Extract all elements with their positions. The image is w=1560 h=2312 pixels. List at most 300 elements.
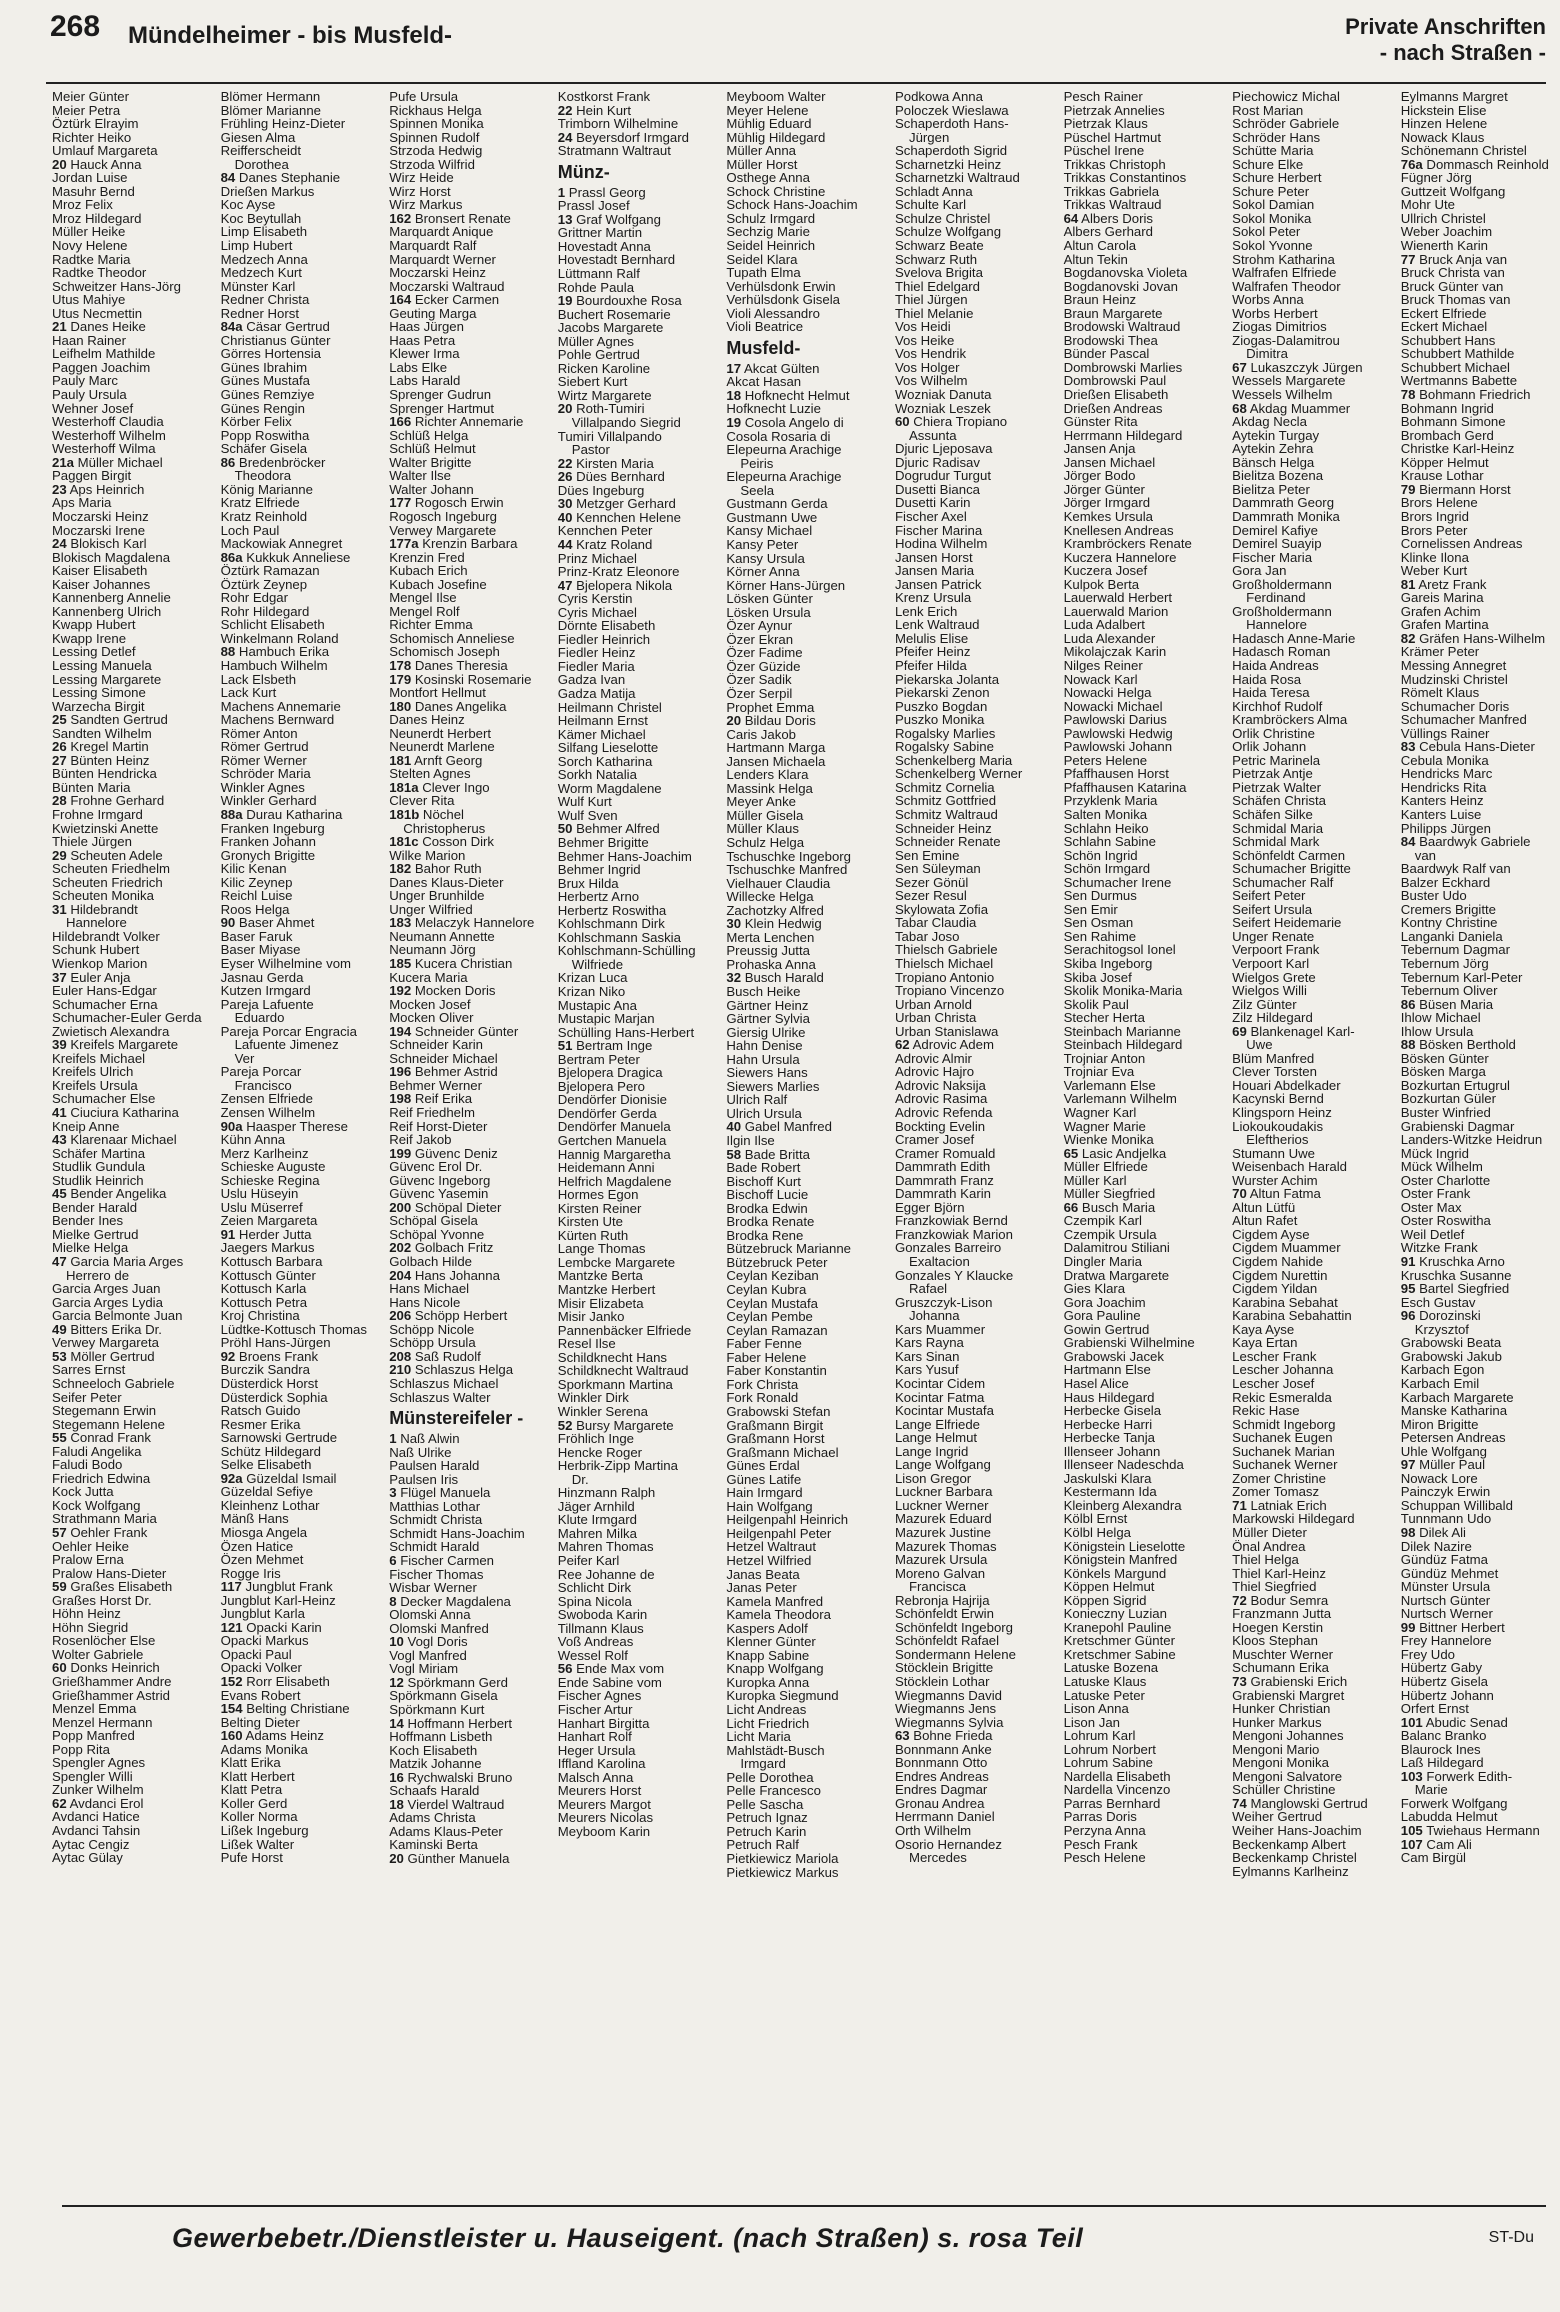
resident-entry: 194 Schneider Günter — [389, 1023, 519, 1039]
resident-entry: Winkler Serena — [557, 1403, 648, 1419]
resident-entry: Mengoni Salvatore — [1232, 1768, 1343, 1784]
resident-entry: Özen Hatice — [220, 1538, 294, 1554]
resident-entry: Özer Ekran — [726, 631, 794, 647]
resident-entry: Blaurock Ines — [1400, 1741, 1481, 1757]
resident-entry: Reichl Luise — [220, 888, 293, 904]
resident-entry: Pareja Porcar Engracia — [220, 1023, 357, 1039]
resident-entry: 19 Cosola Angelo di — [726, 415, 844, 431]
resident-entry: Lißek Ingeburg — [220, 1823, 309, 1838]
resident-entry: Cebula Monika — [1400, 752, 1489, 768]
entry-continuation: Jürgen — [908, 129, 950, 145]
resident-entry: 72 Bodur Semra — [1232, 1592, 1329, 1608]
resident-entry: Cramer Romuald — [894, 1145, 996, 1161]
house-number: 90a — [220, 1118, 243, 1134]
resident-entry: Clever Rita — [389, 793, 455, 809]
resident-entry: Uhle Wolfgang — [1400, 1443, 1488, 1459]
resident-entry: Worbs Herbert — [1232, 305, 1318, 321]
house-number: 6 — [389, 1552, 397, 1568]
resident-entry: Bünten Hendricka — [52, 766, 157, 782]
resident-entry: Müller Agnes — [557, 333, 635, 349]
resident-entry: Strzoda Wilfrid — [389, 156, 475, 172]
house-number: 182 — [389, 861, 412, 877]
house-number: 67 — [1232, 359, 1247, 375]
resident-entry: Rost Marian — [1232, 102, 1304, 118]
resident-entry: Christianus Günter — [220, 332, 331, 348]
resident-entry: Düsterdick Horst — [220, 1375, 319, 1391]
resident-entry: 3 Flügel Manuela — [389, 1485, 491, 1501]
resident-entry: Pawlowski Hedwig — [1063, 725, 1173, 741]
resident-entry: Schlaszus Walter — [389, 1389, 491, 1405]
resident-entry: Kocintar Fatma — [894, 1389, 985, 1405]
entry-continuation: Assunta — [908, 427, 957, 443]
resident-entry: Zwietisch Alexandra — [52, 1023, 170, 1039]
resident-entry: Grabowski Stefan — [726, 1403, 831, 1419]
resident-entry: Kocintar Mustafa — [894, 1403, 994, 1419]
resident-entry: Osthege Anna — [726, 170, 810, 186]
resident-entry: Reif Friedhelm — [389, 1105, 475, 1121]
resident-entry: Kuropka Anna — [726, 1674, 810, 1690]
resident-entry: Hetzel Wilfried — [726, 1552, 812, 1568]
resident-entry: Krizan Luca — [557, 970, 628, 986]
resident-entry: Lohrum Karl — [1063, 1728, 1136, 1744]
resident-entry: Dingler Maria — [1063, 1254, 1142, 1270]
resident-entry: Tupath Elma — [726, 265, 801, 281]
resident-entry: Radtke Theodor — [52, 265, 147, 281]
resident-entry: 25 Sandten Gertrud — [52, 712, 168, 728]
resident-entry: Wirz Heide — [389, 170, 454, 186]
resident-entry: Kilic Zeynep — [220, 874, 293, 890]
entry-continuation: van — [1414, 847, 1437, 863]
resident-entry: Grabowski Jacek — [1063, 1348, 1164, 1364]
resident-entry: Großholdermann — [1232, 603, 1332, 619]
resident-entry: Lescher Frank — [1232, 1348, 1317, 1364]
resident-entry: Cam Birgül — [1400, 1850, 1466, 1866]
resident-entry: 192 Mocken Doris — [389, 983, 496, 999]
resident-entry: Schumacher Else — [52, 1091, 156, 1107]
resident-entry: Utus Mahiye — [52, 292, 126, 308]
house-number: 198 — [389, 1091, 412, 1107]
resident-entry: Endres Dagmar — [894, 1782, 988, 1798]
resident-entry: Pufe Horst — [220, 1850, 283, 1866]
resident-entry: Mück Ingrid — [1400, 1145, 1469, 1161]
resident-entry: Paggen Birgit — [52, 468, 132, 484]
house-number: 208 — [389, 1348, 412, 1364]
resident-entry: Swoboda Karin — [557, 1607, 648, 1623]
resident-entry: Silfang Lieselotte — [557, 740, 659, 756]
resident-entry: Verpoort Karl — [1232, 956, 1310, 971]
resident-entry: Reif Jakob — [389, 1132, 452, 1148]
resident-entry: Gareis Marina — [1400, 590, 1484, 606]
resident-entry: Wulf Sven — [557, 807, 618, 823]
resident-entry: Buster Winfried — [1400, 1105, 1491, 1121]
resident-entry: Prophet Emma — [726, 699, 815, 715]
resident-entry: Balanc Branko — [1400, 1728, 1487, 1744]
resident-entry: Hanhart Rolf — [557, 1729, 632, 1745]
resident-entry: Wagner Marie — [1063, 1118, 1146, 1134]
house-number: 70 — [1232, 1186, 1247, 1202]
resident-entry: Müller Anna — [726, 143, 797, 159]
resident-entry: Hendricks Marc — [1400, 766, 1493, 782]
resident-entry: Verpoort Frank — [1232, 942, 1320, 958]
resident-entry: Krenzin Fred — [389, 549, 465, 565]
resident-entry: 40 Kennchen Helene — [557, 509, 681, 525]
resident-entry: Schlicht Elisabeth — [220, 617, 325, 633]
resident-entry: Mahren Milka — [557, 1525, 637, 1541]
resident-entry: 204 Hans Johanna — [389, 1267, 500, 1283]
resident-entry: 50 Behmer Alfred — [557, 821, 660, 837]
resident-entry: Bruck Thomas van — [1400, 292, 1511, 308]
resident-entry: Sokol Yvonne — [1232, 238, 1313, 254]
house-number: 23 — [52, 481, 67, 497]
resident-entry: Thielsch Gabriele — [894, 942, 998, 958]
resident-entry: Schenkelberg Maria — [894, 752, 1013, 768]
house-number: 51 — [557, 1038, 573, 1054]
resident-entry: Kansy Ursula — [726, 550, 805, 566]
resident-entry: Marquardt Ralf — [389, 238, 477, 254]
resident-entry: Großholdermann — [1232, 576, 1332, 592]
resident-entry: 37 Euler Anja — [52, 969, 131, 985]
resident-entry: Schmidal Mark — [1232, 834, 1320, 850]
resident-entry: Demirel Kafiye — [1232, 522, 1318, 538]
resident-entry: Nurtsch Werner — [1400, 1606, 1493, 1622]
resident-entry: Schweitzer Hans-Jörg — [52, 278, 181, 294]
resident-entry: Tillmann Klaus — [557, 1620, 644, 1636]
entry-continuation: Dr. — [571, 1471, 589, 1487]
resident-entry: Scheuten Friedhelm — [52, 861, 171, 877]
resident-entry: Kaya Ayse — [1232, 1321, 1295, 1337]
resident-entry: Winkler Agnes — [220, 779, 305, 795]
resident-entry: 56 Ende Max vom — [557, 1661, 665, 1677]
resident-entry: Schulze Christel — [894, 210, 991, 226]
resident-entry: 177 Rogosch Erwin — [389, 495, 504, 511]
house-number: 73 — [1232, 1673, 1247, 1689]
house-number: 105 — [1400, 1823, 1423, 1838]
resident-entry: Nowack Karl — [1063, 671, 1138, 687]
resident-entry: Kansy Michael — [726, 523, 813, 539]
resident-entry: 200 Schöpal Dieter — [389, 1199, 502, 1215]
resident-entry: Trikkas Gabriela — [1063, 183, 1160, 199]
resident-entry: Schulte Karl — [894, 197, 967, 213]
resident-entry: Dendörfer Gerda — [557, 1105, 657, 1121]
resident-entry: 20 Bildau Doris — [726, 713, 816, 729]
resident-entry: Petruch Karin — [726, 1823, 807, 1839]
resident-entry: Pawlowski Darius — [1063, 712, 1167, 728]
resident-entry: Pfaffhausen Horst — [1063, 766, 1169, 782]
entry-continuation: Hannelore — [1246, 617, 1308, 633]
resident-entry: Steinbach Hildegard — [1063, 1037, 1183, 1053]
resident-entry: Stöcklein Brigitte — [894, 1660, 994, 1676]
resident-entry: 8 Decker Magdalena — [389, 1593, 511, 1609]
resident-entry: Pareja Lafuente — [220, 996, 314, 1012]
resident-entry: Körner Anna — [726, 564, 800, 580]
resident-entry: Günes Latife — [726, 1471, 802, 1487]
resident-entry: Illenseer Johann — [1063, 1443, 1161, 1459]
resident-entry: Eyser Wilhelmine vom — [220, 956, 352, 971]
resident-entry: Özer Aynur — [726, 618, 793, 634]
resident-entry: Kranepohl Pauline — [1063, 1619, 1172, 1635]
entry-continuation: Marie — [1414, 1782, 1448, 1798]
house-number: 57 — [52, 1524, 67, 1540]
resident-entry: 180 Danes Angelika — [389, 698, 507, 714]
resident-entry: Kirsten Ute — [557, 1214, 624, 1230]
resident-entry: Moczarski Irene — [52, 522, 146, 538]
resident-entry: Elepeurna Arachige — [726, 442, 842, 458]
house-number: 31 — [52, 901, 67, 917]
resident-entry: Krause Lothar — [1400, 468, 1484, 484]
resident-entry: 179 Kosinski Rosemarie — [389, 671, 532, 687]
directory-columns — [50, 90, 1550, 2200]
resident-entry: Günes Remziye — [220, 387, 315, 403]
entry-continuation: Lafuente Jimenez — [234, 1037, 339, 1053]
resident-entry: Herbertz Arno — [557, 889, 640, 905]
resident-entry: 152 Rorr Elisabeth — [220, 1673, 330, 1689]
resident-entry: Avdanci Tahsin — [52, 1823, 141, 1838]
resident-entry: Bützebruck Marianne — [726, 1241, 851, 1257]
resident-entry: Reif Horst-Dieter — [389, 1118, 488, 1134]
resident-entry: Bünder Pascal — [1063, 346, 1150, 362]
resident-entry: Klatt Petra — [220, 1782, 283, 1798]
resident-entry: Krambröckers Renate — [1063, 536, 1192, 552]
resident-entry: Manske Katharina — [1400, 1403, 1508, 1419]
resident-entry: Sen Emine — [894, 847, 960, 863]
resident-entry: Grafen Martina — [1400, 617, 1489, 633]
resident-entry: 6 Fischer Carmen — [389, 1552, 494, 1568]
resident-entry: Behmer Werner — [389, 1077, 483, 1093]
resident-entry: Kubach Josefine — [389, 576, 487, 592]
resident-entry: Pietrzak Klaus — [1063, 116, 1148, 132]
resident-entry: Mühlig Hildegard — [726, 129, 826, 145]
header-rule — [46, 82, 1546, 84]
resident-entry: Selke Elisabeth — [220, 1457, 312, 1473]
house-number: 181 — [389, 752, 412, 768]
resident-entry: Fiedler Heinrich — [557, 631, 651, 647]
resident-entry: Braun Margarete — [1063, 305, 1163, 321]
resident-entry: Hans Michael — [389, 1281, 470, 1297]
resident-entry: Lüdtke-Kottusch Thomas — [220, 1321, 367, 1337]
resident-entry: Kwietzinski Anette — [52, 820, 159, 836]
resident-entry: Tebernum Jörg — [1400, 956, 1489, 971]
resident-entry: Puszko Bogdan — [894, 698, 988, 714]
resident-entry: Düsterdick Sophia — [220, 1389, 328, 1405]
resident-entry: Kottusch Petra — [220, 1294, 308, 1310]
resident-entry: Bogdanovski Jovan — [1063, 278, 1178, 294]
resident-entry: Graßmann Horst — [726, 1431, 825, 1447]
resident-entry: Mänß Hans — [220, 1511, 289, 1527]
resident-entry: Tschuschke Manfred — [726, 862, 848, 878]
resident-entry: Labs Elke — [389, 359, 448, 375]
resident-entry: Hambuch Wilhelm — [220, 657, 328, 673]
resident-entry: Pannenbäcker Elfriede — [557, 1322, 692, 1338]
resident-entry: Hickstein Elise — [1400, 102, 1487, 118]
resident-entry: Ihlow Michael — [1400, 1010, 1481, 1026]
resident-entry: Piekarska Jolanta — [894, 671, 1000, 687]
resident-entry: Sandten Wilhelm — [52, 725, 152, 741]
resident-entry: Weiher Hans-Joachim — [1232, 1823, 1362, 1838]
resident-entry: Lessing Manuela — [52, 657, 152, 673]
resident-entry: Gonzales Barreiro — [894, 1240, 1002, 1256]
resident-entry: 84 Danes Stephanie — [220, 170, 341, 186]
resident-entry: Moczarski Heinz — [52, 508, 149, 524]
resident-entry: Varlemann Else — [1063, 1077, 1156, 1093]
resident-entry: Sorch Katharina — [557, 753, 653, 769]
resident-entry: Popp Rita — [52, 1741, 110, 1757]
resident-entry: Kutzen Irmgard — [220, 983, 311, 999]
resident-entry: Beckenkamp Christel — [1232, 1850, 1357, 1866]
resident-entry: Schäfer Gisela — [220, 441, 308, 457]
resident-entry: Schöpp Ursula — [389, 1335, 476, 1351]
resident-entry: Zunker Wilhelm — [52, 1782, 144, 1798]
entry-continuation: Krzysztof — [1414, 1321, 1469, 1337]
resident-entry: 86 Büsen Maria — [1400, 996, 1494, 1012]
resident-entry: 182 Bahor Ruth — [389, 861, 482, 877]
resident-entry: Kohlschmann Saskia — [557, 929, 681, 945]
resident-entry: Grabienski Margret — [1232, 1687, 1345, 1703]
resident-entry: Bruck Günter van — [1400, 278, 1504, 294]
resident-entry: Jacobs Margarete — [557, 320, 664, 336]
resident-entry: Meurers Margot — [557, 1796, 651, 1812]
resident-entry: 63 Bohne Frieda — [894, 1728, 993, 1744]
resident-entry: Machens Annemarie — [220, 698, 341, 714]
resident-entry: 32 Busch Harald — [726, 970, 824, 986]
resident-entry: Caris Jakob — [726, 726, 797, 742]
house-number: 83 — [1400, 739, 1416, 755]
house-number: 55 — [52, 1430, 67, 1446]
resident-entry: Ceylan Keziban — [726, 1268, 819, 1284]
resident-entry: Janas Beata — [726, 1566, 800, 1582]
resident-entry: Schmidt Harald — [389, 1539, 480, 1555]
resident-entry: Schildknecht Hans — [557, 1349, 668, 1365]
resident-entry: 86 Bredenbröcker — [220, 454, 326, 470]
resident-entry: Krenz Ursula — [894, 590, 972, 606]
resident-entry: Schmidt Ingeborg — [1232, 1416, 1336, 1432]
resident-entry: Höhn Heinz — [52, 1606, 121, 1622]
entry-continuation: Johanna — [908, 1308, 960, 1324]
resident-entry: Koc Ayse — [220, 197, 276, 213]
directory-column — [387, 90, 556, 2200]
resident-entry: 20 Günther Manuela — [389, 1851, 510, 1866]
resident-entry: Schlahn Heiko — [1063, 820, 1149, 836]
resident-entry: Orth Wilhelm — [894, 1823, 972, 1838]
house-number: 37 — [52, 969, 67, 985]
entry-continuation: Dimitra — [1246, 346, 1288, 362]
resident-entry: Hetzel Waltraut — [726, 1539, 817, 1555]
resident-entry: Thiel Jürgen — [894, 292, 968, 308]
resident-entry: Geuting Marga — [389, 305, 477, 321]
house-number: 8 — [389, 1593, 397, 1609]
resident-entry: Bozkurtan Ertugrul — [1400, 1077, 1510, 1093]
resident-entry: 210 Schlaszus Helga — [389, 1362, 514, 1378]
resident-entry: Uslu Hüseyin — [220, 1186, 299, 1202]
resident-entry: Verwey Margareta — [52, 1335, 160, 1351]
resident-entry: Schuppan Willibald — [1400, 1497, 1513, 1513]
resident-entry: Hain Wolfgang — [726, 1498, 813, 1514]
resident-entry: Franzkowiak Bernd — [894, 1213, 1008, 1229]
resident-entry: Schülling Hans-Herbert — [557, 1024, 695, 1040]
resident-entry: Lembcke Margarete — [557, 1254, 676, 1270]
resident-entry: Kölbl Ernst — [1063, 1511, 1128, 1527]
resident-entry: Schönemann Christel — [1400, 143, 1527, 159]
resident-entry: 62 Adrovic Adem — [894, 1037, 994, 1053]
house-number: 185 — [389, 956, 412, 971]
resident-entry: Ceylan Mustafa — [726, 1295, 818, 1311]
resident-entry: Lenk Erich — [894, 603, 958, 619]
resident-entry: Dombrowski Paul — [1063, 373, 1167, 389]
resident-entry: Garcia Belmonte Juan — [52, 1308, 183, 1324]
resident-entry: 26 Kregel Martin — [52, 739, 149, 755]
resident-entry: Bonnmann Anke — [894, 1741, 992, 1757]
resident-entry: Sokol Peter — [1232, 224, 1301, 240]
section-title-line1: Private Anschriften — [1345, 14, 1546, 39]
resident-entry: 22 Hein Kurt — [557, 102, 632, 118]
resident-entry: Kock Jutta — [52, 1484, 114, 1500]
resident-entry: Kohlschmann Dirk — [557, 916, 665, 932]
house-number: 47 — [52, 1254, 67, 1270]
resident-entry: Parras Bernhard — [1063, 1795, 1161, 1811]
resident-entry: Zomer Christine — [1232, 1470, 1326, 1486]
resident-entry: Schumacher Irene — [1063, 874, 1172, 890]
resident-entry: Heidemann Anni — [557, 1160, 655, 1176]
resident-entry: Jansen Michael — [1063, 454, 1156, 470]
resident-entry: Kulpok Berta — [1063, 576, 1140, 592]
resident-entry: Müller Elfriede — [1063, 1159, 1148, 1175]
resident-entry: Urban Stanislawa — [894, 1023, 999, 1039]
resident-entry: Studlik Heinrich — [52, 1172, 144, 1188]
house-number: 20 — [389, 1851, 404, 1866]
resident-entry: Piechowicz Michal — [1232, 90, 1340, 104]
house-number: 59 — [52, 1579, 67, 1595]
resident-entry: Spinnen Rudolf — [389, 129, 480, 145]
resident-entry: Piekarski Zenon — [894, 685, 990, 701]
resident-entry: 202 Golbach Fritz — [389, 1240, 494, 1256]
resident-entry: Brors Ingrid — [1400, 508, 1469, 524]
resident-entry: Landers-Witzke Heidrun — [1400, 1132, 1543, 1148]
resident-entry: Dammrath Edith — [894, 1159, 991, 1175]
house-number: 77 — [1400, 251, 1416, 267]
resident-entry: Gertchen Manuela — [557, 1133, 667, 1149]
resident-entry: 76a Dommasch Reinhold — [1400, 156, 1549, 172]
resident-entry: Hahn Denise — [726, 1038, 803, 1054]
house-number: 90 — [220, 915, 236, 931]
resident-entry: Karabina Sebahattin — [1232, 1308, 1352, 1324]
resident-entry: Matzik Johanne — [389, 1756, 482, 1772]
resident-entry: Altun Carola — [1063, 238, 1137, 254]
resident-entry: Öztürk Ramazan — [220, 563, 320, 579]
resident-entry: Danes Klaus-Dieter — [389, 874, 504, 890]
resident-entry: Jansen Horst — [894, 549, 973, 565]
resident-entry: Heilmann Ernst — [557, 713, 648, 729]
resident-entry: Herrmann Hildegard — [1063, 427, 1183, 443]
house-number: 20 — [726, 713, 742, 729]
resident-entry: Paulsen Harald — [389, 1458, 480, 1474]
resident-entry: Mantzke Berta — [557, 1268, 643, 1284]
resident-entry: Wiegmanns Jens — [894, 1701, 997, 1717]
resident-entry: Schönfeldt Rafael — [894, 1633, 1000, 1649]
resident-entry: Koller Norma — [220, 1809, 298, 1825]
resident-entry: Fischer Axel — [894, 508, 967, 524]
resident-entry: Herbecke Gisela — [1063, 1403, 1162, 1419]
resident-entry: Vüllings Rainer — [1400, 725, 1490, 741]
resident-entry: Schröder Maria — [220, 766, 311, 782]
entry-continuation: Peiris — [740, 455, 774, 471]
resident-entry: Behmer Brigitte — [557, 834, 649, 850]
resident-entry: Herbecke Tanja — [1063, 1430, 1155, 1446]
resident-entry: Pietrzak Antje — [1232, 766, 1313, 782]
house-number: 178 — [389, 657, 412, 673]
resident-entry: Blüm Manfred — [1232, 1050, 1315, 1066]
resident-entry: König Marianne — [220, 481, 313, 497]
resident-entry: 107 Cam Ali — [1400, 1836, 1472, 1852]
resident-entry: Gora Pauline — [1063, 1308, 1141, 1324]
